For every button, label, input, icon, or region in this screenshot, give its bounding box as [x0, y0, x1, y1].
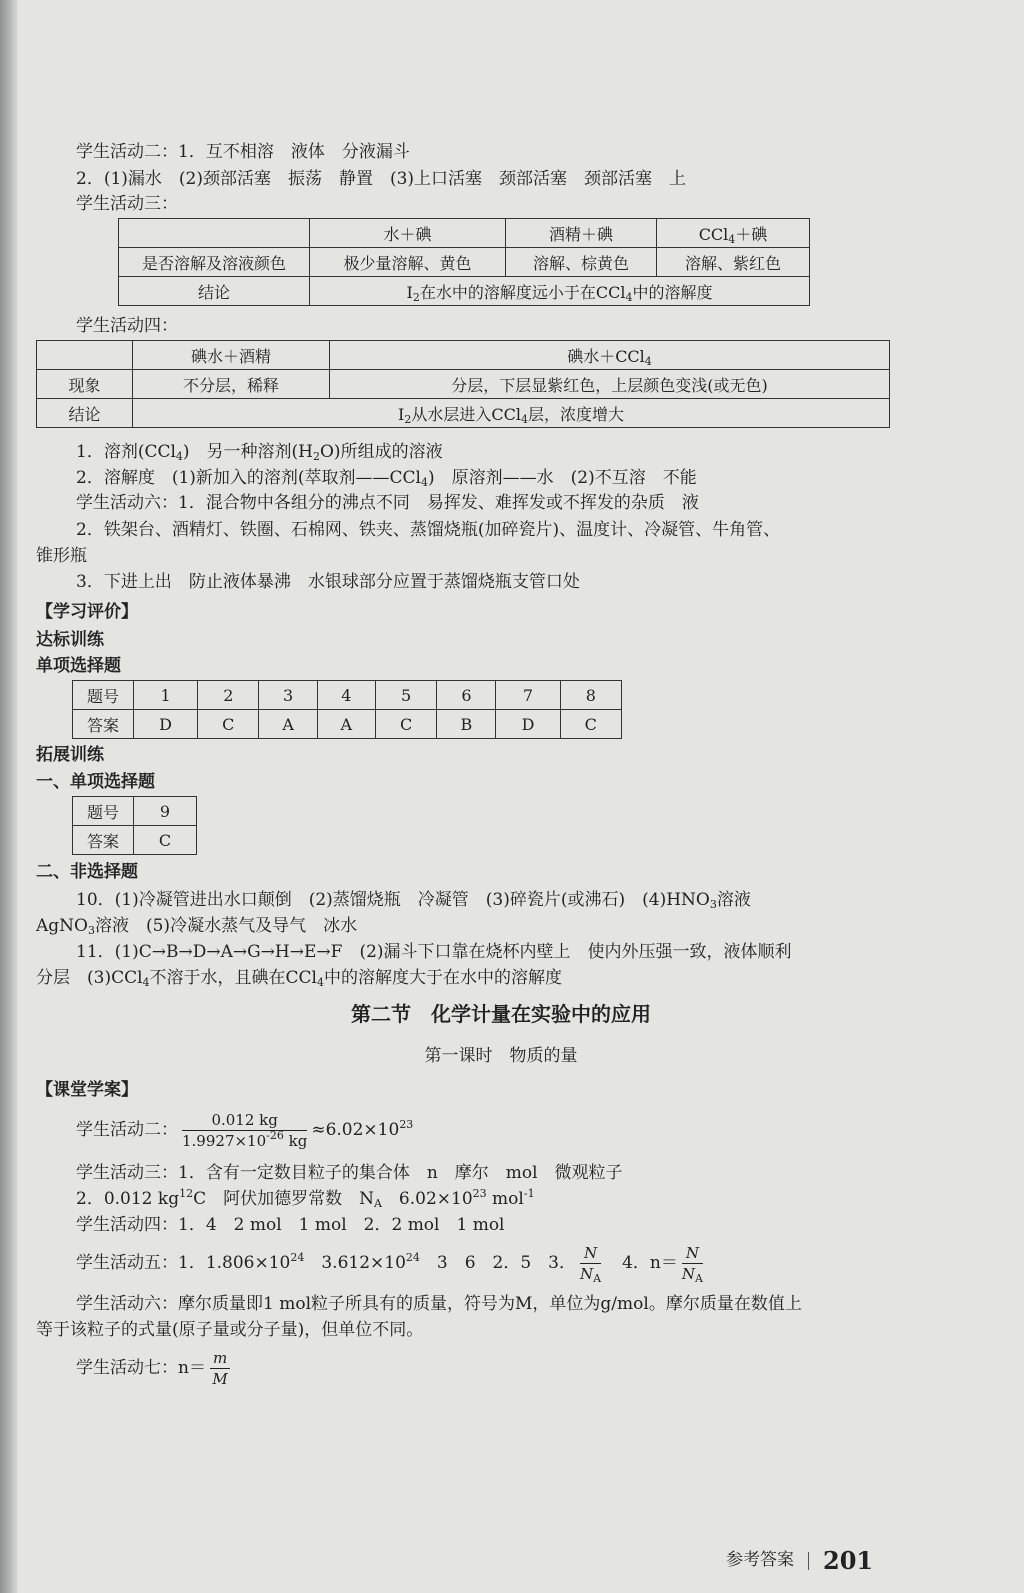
- activity-6-line1: 学生活动六：1．混合物中各组分的沸点不同 易挥发、难挥发或不挥发的杂质 液: [76, 493, 699, 513]
- table3-header-ccl4-iodine: CCl$_4$＋碘: [657, 219, 810, 248]
- section-1-heading: 一、单项选择题: [36, 772, 155, 792]
- answers-q-6: 6: [437, 681, 496, 710]
- lesson-title: 第一课时 物质的量: [424, 1046, 578, 1066]
- activity-2-line: 学生活动二：1．互不相溶 液体 分液漏斗: [76, 142, 410, 162]
- activity-6-line2: 2．铁架台、酒精灯、铁圈、石棉网、铁夹、蒸馏烧瓶(加碎瓷片)、温度计、冷凝管、牛角管、: [76, 520, 781, 540]
- fraction-n-equals: $\frac{N}{N_A}$: [681, 1244, 703, 1285]
- answers2-a-9: C: [134, 826, 197, 855]
- answers-a-label: 答案: [73, 710, 134, 739]
- answers-a-8: C: [560, 710, 621, 739]
- table4-corner: [37, 341, 133, 370]
- activity-4-label: 学生活动四：: [76, 316, 178, 336]
- fraction-m-over-M: $\frac{m}{M}$: [210, 1348, 230, 1389]
- activity-6-line3: 3．下进上出 防止液体暴沸 水银球部分应置于蒸馏烧瓶支管口处: [76, 572, 580, 592]
- answers2-q-label: 题号: [73, 797, 134, 826]
- note-2: 2．溶解度 (1)新加入的溶剂(萃取剂——CCl$_4$) 原溶剂——水 (2)不互溶 不能: [76, 468, 697, 489]
- table3-cell: 极少量溶解、黄色: [310, 248, 506, 277]
- answer-page: [36, 0, 966, 1593]
- extension-training-heading: 拓展训练: [36, 745, 104, 765]
- book-binding-edge: [0, 0, 18, 1593]
- table3-header-alcohol-iodine: 酒精＋碘: [506, 219, 657, 248]
- answers-a-5: C: [375, 710, 436, 739]
- activity-2-item2: 2．(1)漏水 (2)颈部活塞 振荡 静置 (3)上口活塞 颈部活塞 颈部活塞 上: [76, 169, 687, 189]
- table3-corner: [119, 219, 310, 248]
- answers-q-5: 5: [375, 681, 436, 710]
- b-activity-3-line1: 学生活动三：1．含有一定数目粒子的集合体 n 摩尔 mol 微观粒子: [76, 1163, 623, 1183]
- table4-cell: 分层，下层显紫红色，上层颜色变浅(或无色): [330, 370, 890, 399]
- answers-table-1: [72, 680, 622, 739]
- table4-cell: 不分层，稀释: [133, 370, 330, 399]
- standard-training-heading: 达标训练: [36, 630, 104, 650]
- b-activity-7: 学生活动七：n＝ $\frac{m}{M}$: [76, 1345, 234, 1391]
- single-choice-heading: 单项选择题: [36, 656, 121, 676]
- b-activity-6-line1: 学生活动六：摩尔质量即1 mol粒子所具有的质量，符号为M，单位为g/mol。摩尔质量在数值上: [76, 1294, 802, 1314]
- b-activity-2: 学生活动二： $\frac{0.012 kg}{1.9927\times 10^{-26} kg}$ $\approx 6.02\times 10^{23}$: [76, 1111, 414, 1150]
- table3-cell: 溶解、紫红色: [657, 248, 810, 277]
- activity-6-line2-cont: 锥形瓶: [36, 546, 87, 566]
- answers-table-2: [72, 796, 197, 855]
- answers2-q-9: 9: [134, 797, 197, 826]
- learning-evaluation-heading: 【学习评价】: [36, 602, 138, 622]
- activity-3-label: 学生活动三：: [76, 194, 178, 214]
- question-11-line2: 分层 (3)CCl$_4$不溶于水，且碘在CCl$_4$中的溶解度大于在水中的溶解度: [36, 968, 562, 989]
- question-10-line2: AgNO$_3$溶液 (5)冷凝水蒸气及导气 冰水: [36, 916, 358, 937]
- answers-a-3: A: [259, 710, 317, 739]
- answers-q-4: 4: [317, 681, 375, 710]
- footer-separator: [808, 1552, 809, 1570]
- footer-label: 参考答案: [726, 1550, 794, 1570]
- activity-3-table: [118, 218, 810, 306]
- fraction-n-over-na: $\frac{N}{N_A}$: [580, 1244, 602, 1285]
- page-number: 201: [823, 1546, 874, 1575]
- answers-q-2: 2: [198, 681, 259, 710]
- answers-a-2: C: [198, 710, 259, 739]
- answers-q-8: 8: [560, 681, 621, 710]
- note-1: 1．溶剂(CCl$_4$) 另一种溶剂$(H_2O)$所组成的溶液: [76, 442, 443, 463]
- b-activity-6-line2: 等于该粒子的式量(原子量或分子量)，但单位不同。: [36, 1320, 424, 1340]
- activity-4-table: [36, 340, 890, 428]
- answers-a-4: A: [317, 710, 375, 739]
- table4-header-alcohol: 碘水＋酒精: [133, 341, 330, 370]
- table4-phenomenon-label: 现象: [37, 370, 133, 399]
- table3-row-label: 是否溶解及溶液颜色: [119, 248, 310, 277]
- answers-a-6: B: [437, 710, 496, 739]
- b-activity-5: 学生活动五：1．$1.806\times 10^{24}$ $3.612\times 10^{24}$ 3 6 2．5 3． $\frac{N}{N_A}$ 4．n＝ $\frac{N}{N_A}$: [76, 1244, 703, 1285]
- answers-q-3: 3: [259, 681, 317, 710]
- answers-a-7: D: [496, 710, 560, 739]
- answers2-a-label: 答案: [73, 826, 134, 855]
- section-2-heading: 二、非选择题: [36, 862, 138, 882]
- b-activity-3-line2: 2．0.012 $kg^{12}C$ 阿伏加德罗常数 $N_A$ $6.02\times 10^{23}$ mol$^{-1}$: [76, 1187, 535, 1210]
- answers-q-7: 7: [496, 681, 560, 710]
- table3-header-water-iodine: 水＋碘: [310, 219, 506, 248]
- answers-a-1: D: [134, 710, 198, 739]
- table3-conclusion: $I_2$在水中的溶解度远小于在CCl$_4$中的溶解度: [310, 277, 810, 306]
- section-title: 第二节 化学计量在实验中的应用: [351, 1002, 651, 1026]
- table3-conclusion-label: 结论: [119, 277, 310, 306]
- page-footer: [726, 1545, 873, 1575]
- classroom-heading: 【课堂学案】: [36, 1080, 138, 1100]
- question-10-line1: 10．(1)冷凝管进出水口颠倒 (2)蒸馏烧瓶 冷凝管 (3)碎瓷片(或沸石) $(4)HNO_3$溶液: [76, 890, 751, 911]
- answers-q-label: 题号: [73, 681, 134, 710]
- table4-conclusion: $I_2$从水层进入CCl$_4$层，浓度增大: [133, 399, 890, 428]
- question-11-line1: 11．(1)C→B→D→A→G→H→E→F (2)漏斗下口靠在烧杯内壁上 使内外压强一致，液体顺利: [76, 942, 792, 962]
- answers-q-1: 1: [134, 681, 198, 710]
- table4-conclusion-label: 结论: [37, 399, 133, 428]
- b-activity-2-fraction: $\frac{0.012 kg}{1.9927\times 10^{-26} kg}$: [182, 1111, 308, 1150]
- table4-header-ccl4: 碘水＋CCl$_4$: [330, 341, 890, 370]
- b-activity-4: 学生活动四：1．4 2 mol 1 mol 2．2 mol 1 mol: [76, 1215, 505, 1235]
- table3-cell: 溶解、棕黄色: [506, 248, 657, 277]
